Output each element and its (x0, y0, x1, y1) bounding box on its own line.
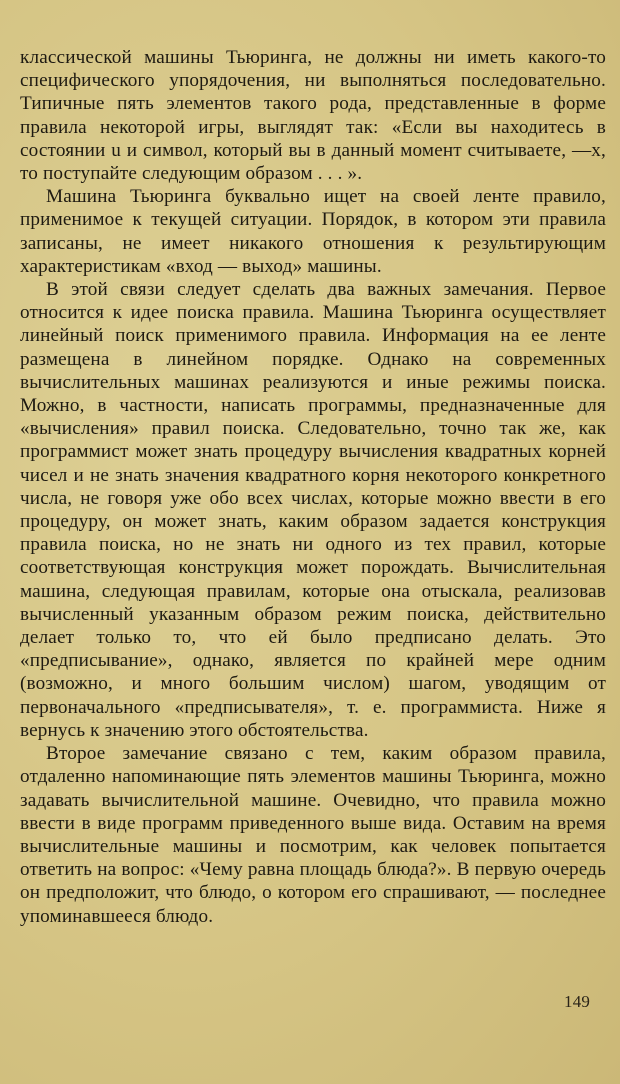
paragraph-second-remark: Второе замечание связано с тем, каким образом правила, отдаленно напоминающие пять элементов машины Тьюринга, можно задавать вычислительной машине. Очевидно, что правила можно ввести в виде программ приведенного выше вида. Оставим на время вычислительные машины и посмотрим, как человек попытается ответить на вопрос: «Чему равна площадь блюда?». В первую очередь он предположит, что блюдо, о котором его спрашивают, — последнее упоминавшееся блюдо. (20, 743, 606, 927)
paragraph-first-remark: В этой связи следует сделать два важных замечания. Первое относится к идее поиска правила. Машина Тьюринга осуществляет линейный поиск применимого правила. Информация на ее ленте размещена в линейном порядке. Однако на современных вычислительных машинах реализуются и иные режимы поиска. Можно, в частности, написать программы, предназначенные для «вычисления» правил поиска. Следовательно, точно так же, как программист может знать процедуру вычисления квадратных корней чисел и не знать значения квадратного корня некоторого конкретного числа, не говоря уже обо всех числах, которые можно ввести в его процедуру, он может знать, каким образом задается конструкция правила поиска, но не знать ни одного из тех правил, которые соответствующая конструкция может порождать. Вычислительная машина, следующая правилам, которые она отыскала, реализовав вычисленный указанным образом режим поиска, действительно делает только то, что ей было предписано делать. Это «предписывание», однако, является по крайней мере одним (возможно, и много большим числом) шагом, уводящим от первоначального «предписывателя», т. е. программиста. Ниже я вернусь к значению этого обстоятельства. (20, 279, 606, 741)
paragraph-turing-search: Машина Тьюринга буквально ищет на своей ленте правило, применимое к текущей ситуации. Порядок, в котором эти правила записаны, не имеет никакого отношения к результирующим характеристикам «вход — выход» машины. (20, 186, 606, 277)
page-number: 149 (564, 992, 590, 1011)
paragraph-continued: классической машины Тьюринга, не должны ни иметь какого-то специфического упорядочения, ни выполняться последовательно. Типичные пять элементов такого рода, представленные в форме правила некоторой игры, выглядят так: «Если вы находитесь в состоянии u и символ, который вы в данный момент считываете, —x, то поступайте следующим образом . . . ». (20, 47, 606, 185)
